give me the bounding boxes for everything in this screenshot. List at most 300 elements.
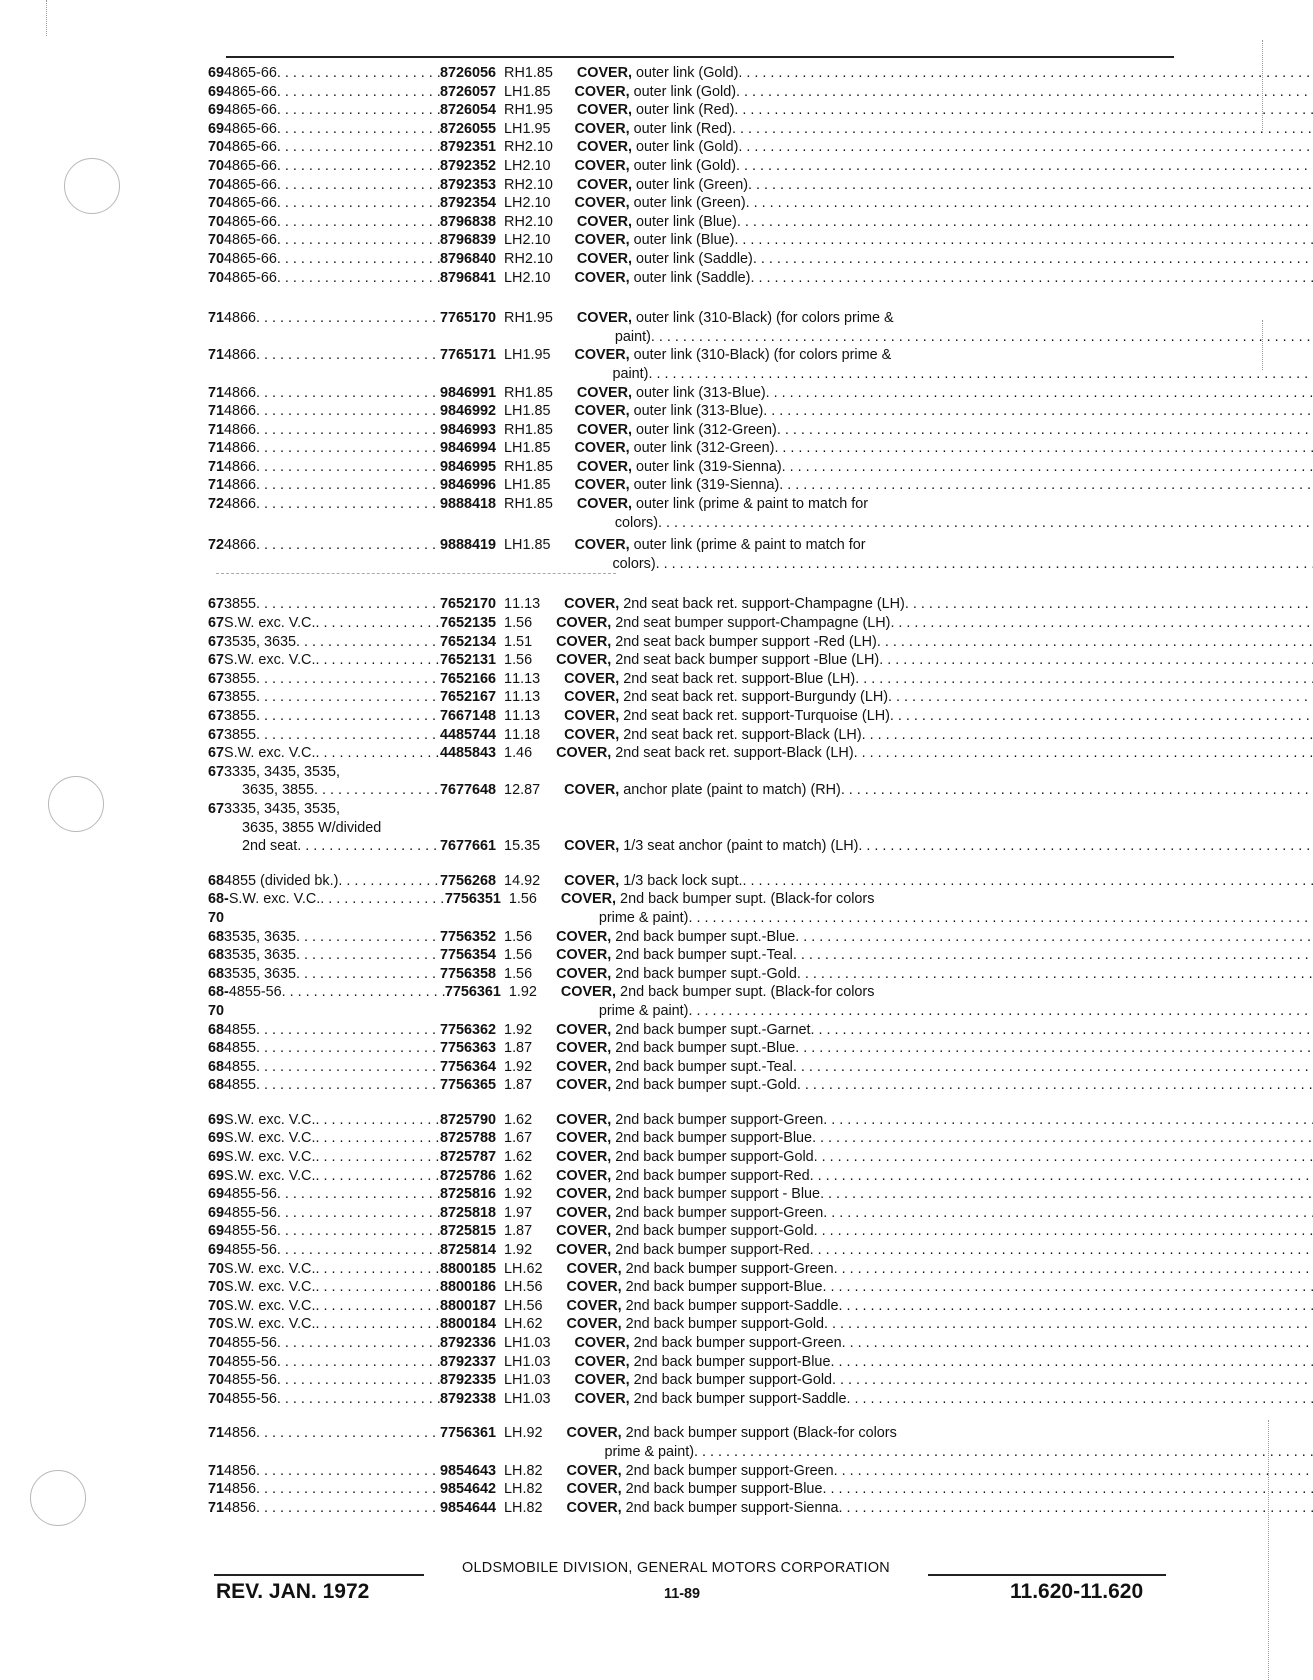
dot-leader	[832, 1371, 1313, 1390]
model-list	[224, 421, 440, 440]
model-year: 68	[208, 1058, 225, 1075]
dot-leader	[763, 402, 1313, 421]
model-list	[224, 157, 440, 176]
price: 1.03	[522, 1372, 551, 1389]
price: 2.10	[524, 139, 553, 156]
model-text: 4865-66	[224, 139, 277, 156]
description	[566, 1499, 1313, 1518]
part-number: 7756364	[440, 1058, 497, 1075]
dot-leader	[694, 1443, 1313, 1462]
model-list	[224, 928, 440, 947]
part-number: 7652170	[440, 596, 497, 613]
model-year: 69	[208, 1167, 225, 1184]
model-list	[224, 495, 440, 514]
dot-leader	[812, 1129, 1313, 1148]
description	[574, 439, 1313, 458]
model-text: 3855	[224, 689, 257, 706]
model-year: 68	[208, 1040, 225, 1057]
model-list	[224, 250, 440, 269]
model-text: 4866	[224, 421, 257, 438]
quantity: 1	[504, 872, 513, 889]
model-year: 68	[208, 1077, 225, 1094]
part-row	[208, 1021, 1176, 1040]
part-number: 9846992	[440, 403, 497, 420]
model-text: S.W. exc. V.C.	[224, 1279, 316, 1296]
model-year: 70	[208, 213, 225, 230]
model-text: 4855	[224, 1077, 257, 1094]
model-list	[224, 1297, 440, 1316]
part-row	[208, 439, 1176, 458]
dot-leader	[296, 946, 440, 965]
price: 2.10	[522, 195, 551, 212]
part-number: 8796838	[440, 213, 497, 230]
price: .56	[522, 1279, 543, 1296]
model-year: 69	[208, 1242, 225, 1259]
binder-hole-top	[64, 158, 120, 214]
model-year: 68	[208, 872, 225, 889]
description-text: COVER, 2nd back bumper support-Saddle	[566, 1297, 839, 1314]
model-year: 70	[208, 1316, 225, 1333]
part-number: 9846995	[440, 458, 497, 475]
dot-leader	[737, 213, 1313, 232]
model-year: 71	[208, 1425, 225, 1442]
model-year: 70	[208, 1353, 225, 1370]
dot-leader	[877, 633, 1313, 652]
model-text: S.W. exc. V.C.	[224, 1111, 316, 1128]
model-list	[224, 1334, 440, 1353]
model-list	[224, 1499, 440, 1518]
model-list	[224, 1241, 440, 1260]
model-text: S.W. exc. V.C.	[224, 652, 316, 669]
description-text: COVER, 2nd back bumper support-Blue	[566, 1279, 823, 1296]
part-row	[208, 1353, 1176, 1372]
part-number: 8725788	[440, 1130, 497, 1147]
model-year: 68	[208, 947, 225, 964]
model-year: 70	[208, 195, 225, 212]
dot-leader	[814, 1148, 1313, 1167]
dot-leader	[732, 120, 1313, 139]
model-year: 69	[208, 1149, 225, 1166]
model-text: 4866	[224, 310, 257, 327]
quantity: 1	[504, 1111, 513, 1128]
price: .56	[512, 947, 533, 964]
description-text: COVER, 2nd back bumper support-Green	[556, 1111, 824, 1128]
quantity: 1	[504, 689, 513, 706]
description	[564, 595, 1313, 614]
row-spacer	[208, 573, 1176, 595]
description	[556, 1129, 1313, 1148]
quantity: LH	[504, 1499, 523, 1516]
part-row	[208, 101, 1176, 120]
model-year: 71	[208, 421, 225, 438]
part-row	[208, 595, 1176, 614]
dot-leader	[277, 1185, 440, 1204]
model-list	[224, 1039, 440, 1058]
description	[574, 231, 1313, 250]
dot-leader	[315, 1297, 440, 1316]
quantity: 1	[504, 1149, 513, 1166]
model-list	[224, 1167, 440, 1186]
description-text: COVER, 2nd back bumper supt.-Gold	[556, 1077, 797, 1094]
description-text: COVER, 2nd back bumper supt.-Teal	[556, 1058, 793, 1075]
part-row	[208, 688, 1176, 707]
quantity: LH	[504, 403, 523, 420]
part-number: 7756268	[440, 872, 497, 889]
description	[556, 651, 1313, 670]
part-number: 9846994	[440, 440, 497, 457]
part-row	[208, 928, 1176, 947]
model-year: 67	[208, 708, 225, 724]
description	[577, 64, 1313, 83]
model-text: 4865-66	[224, 65, 277, 81]
part-number: 7756352	[440, 928, 497, 945]
model-text: 3535, 3635	[224, 965, 297, 982]
description	[566, 1480, 1313, 1499]
model-list	[224, 1278, 440, 1297]
model-text: 2nd seat	[242, 838, 298, 855]
quantity: LH	[504, 1335, 523, 1351]
model-year: 70	[208, 1372, 225, 1389]
price: .62	[522, 1316, 543, 1333]
model-year: 70	[208, 1260, 225, 1277]
model-text: 4865-66	[224, 157, 277, 174]
model-list	[224, 1371, 440, 1390]
model-year: 69	[208, 1204, 225, 1221]
model-list	[224, 1204, 440, 1223]
model-text: 4866	[224, 384, 257, 401]
description	[556, 1111, 1313, 1130]
part-number: 9888419	[440, 537, 497, 554]
description	[574, 1353, 1313, 1372]
price: 1.18	[512, 726, 541, 743]
part-number: 8725787	[440, 1149, 497, 1166]
model-text: 4855-56	[224, 1204, 277, 1221]
model-list	[224, 309, 440, 328]
model-list	[224, 536, 440, 555]
part-number: 8726055	[440, 120, 497, 137]
price: .87	[512, 1040, 533, 1057]
dot-leader	[824, 1315, 1313, 1334]
price: 2.10	[522, 157, 551, 174]
dot-leader	[282, 983, 445, 1002]
dot-leader	[748, 176, 1313, 195]
model-text: S.W. exc. V.C.	[228, 891, 321, 908]
dot-leader	[656, 555, 1313, 574]
description-text: COVER, 2nd back bumper support-Gold	[556, 1223, 814, 1240]
parts-list	[208, 64, 1176, 1517]
dot-leader	[256, 688, 440, 707]
quantity: 1	[504, 1186, 513, 1203]
part-number: 8800187	[440, 1297, 497, 1314]
model-list	[224, 1390, 440, 1409]
model-list	[224, 800, 440, 856]
dot-leader	[315, 744, 440, 763]
description-text: COVER, 2nd back bumper support-Sienna	[566, 1499, 839, 1516]
model-year: 71	[208, 310, 225, 327]
part-row	[208, 176, 1176, 195]
price: .97	[512, 1204, 533, 1221]
model-text: 4855	[224, 1058, 257, 1075]
model-year: 67	[208, 633, 225, 650]
part-number: 8725814	[440, 1242, 497, 1259]
description	[574, 402, 1313, 421]
part-number: 7756365	[440, 1077, 497, 1094]
dot-leader	[810, 1167, 1313, 1186]
dot-leader	[277, 101, 440, 120]
dot-leader	[256, 707, 440, 726]
description	[574, 1390, 1313, 1409]
model-text: 3335, 3435, 3535,	[224, 800, 341, 817]
model-list	[224, 1185, 440, 1204]
model-text: 4856	[224, 1481, 257, 1498]
footer-section-number: 11.620-11.620	[1010, 1580, 1144, 1603]
model-text: 4855-56	[224, 1242, 277, 1259]
dot-leader	[277, 1204, 440, 1223]
dot-leader	[314, 781, 440, 800]
model-year: 69	[208, 1111, 225, 1128]
dot-leader	[256, 1076, 440, 1095]
model-year: 71	[208, 440, 225, 457]
model-year: 69	[208, 1130, 225, 1147]
quantity: 1	[504, 652, 513, 669]
model-text: 4865-66	[224, 232, 277, 249]
model-year: 68	[208, 1021, 225, 1038]
dot-leader	[256, 476, 440, 495]
model-year: 67	[208, 615, 225, 632]
description-text: COVER, outer link (Saddle)	[574, 269, 751, 286]
model-text: 4865-66	[224, 102, 277, 119]
part-row	[208, 1204, 1176, 1223]
price: 2.10	[522, 269, 551, 286]
model-text: S.W. exc. V.C.	[224, 1260, 316, 1277]
part-row	[208, 651, 1176, 670]
dot-leader	[838, 1297, 1313, 1316]
part-row	[208, 872, 1176, 891]
model-year: 70	[208, 139, 225, 156]
model-list	[224, 176, 440, 195]
model-text: 3635, 3855 W/divided	[242, 819, 382, 836]
description-text: COVER, 2nd back bumper support-Blue	[574, 1353, 831, 1370]
model-list	[224, 726, 440, 745]
dot-leader	[277, 250, 440, 269]
binder-hole-bottom	[30, 1470, 86, 1526]
model-year: 70	[208, 176, 225, 193]
price: 1.13	[512, 689, 541, 706]
dot-leader	[277, 269, 440, 288]
model-text: S.W. exc. V.C.	[224, 615, 316, 632]
model-text: 4856	[224, 1499, 257, 1516]
description	[564, 837, 1313, 856]
dot-leader	[277, 213, 440, 232]
dot-leader	[888, 688, 1313, 707]
dot-leader	[277, 138, 440, 157]
footer-rule-right	[928, 1574, 1166, 1576]
price: 1.95	[524, 310, 553, 327]
model-year: 71	[208, 458, 225, 475]
dot-leader	[797, 965, 1313, 984]
model-text: 3535, 3635	[224, 633, 297, 650]
model-year: 70	[208, 1279, 225, 1296]
description	[556, 1167, 1313, 1186]
description-text: COVER, outer link (319-Sienna)	[574, 477, 780, 494]
quantity: RH	[504, 458, 525, 475]
dot-leader	[256, 1021, 440, 1040]
part-number: 8792353	[440, 176, 497, 193]
dot-leader	[830, 1353, 1313, 1372]
price: 1.85	[524, 496, 553, 513]
dot-leader	[256, 1039, 440, 1058]
dot-leader	[862, 726, 1313, 745]
model-list	[224, 384, 440, 403]
quantity: 1	[504, 1040, 513, 1057]
dot-leader	[256, 495, 440, 514]
description-text: COVER, 2nd back bumper supt. (Black-for colors	[560, 984, 875, 1001]
model-text: 4855-56	[224, 1353, 277, 1370]
dot-leader	[277, 176, 440, 195]
dot-leader	[822, 1278, 1313, 1297]
quantity: 1	[508, 891, 517, 908]
part-row	[208, 138, 1176, 157]
price: .82	[522, 1481, 543, 1498]
description-text: COVER, 2nd seat back bumper support -Blue (LH)	[556, 652, 880, 669]
price: 1.85	[522, 83, 551, 100]
part-number: 8725786	[440, 1167, 497, 1184]
part-row	[208, 946, 1176, 965]
dot-leader	[736, 83, 1313, 102]
part-row	[208, 1167, 1176, 1186]
description-text: COVER, outer link (Blue)	[574, 232, 735, 249]
description-text: COVER, 2nd seat bumper support-Champagne (LH)	[556, 615, 891, 632]
part-number: 7765171	[440, 347, 497, 364]
footer-page-number: 11-89	[664, 1586, 701, 1602]
dot-leader	[766, 384, 1313, 403]
description	[566, 1297, 1313, 1316]
part-number: 8796839	[440, 232, 497, 249]
part-row	[208, 346, 1176, 383]
dot-leader	[256, 1424, 440, 1443]
dot-leader	[688, 909, 1313, 928]
part-number: 8792338	[440, 1390, 497, 1407]
dot-leader	[338, 872, 440, 891]
model-list	[224, 1076, 440, 1095]
footer-revision: REV. JAN. 1972	[216, 1580, 370, 1603]
part-row	[208, 1315, 1176, 1334]
model-year: 67	[208, 596, 225, 613]
dot-leader	[256, 402, 440, 421]
quantity: RH	[504, 496, 525, 513]
description-text: prime & paint)	[604, 1443, 695, 1460]
dot-leader	[256, 670, 440, 689]
model-text: 4855-56	[224, 1390, 277, 1407]
model-list	[224, 946, 440, 965]
price: .51	[512, 633, 533, 650]
part-row	[208, 707, 1176, 726]
quantity: 1	[504, 1223, 513, 1240]
dot-leader	[734, 101, 1313, 120]
description	[564, 726, 1313, 745]
quantity: LH	[504, 1316, 523, 1333]
part-number: 7677661	[440, 838, 497, 855]
price: .62	[522, 1260, 543, 1277]
part-row	[208, 309, 1176, 346]
part-row	[208, 800, 1176, 856]
description	[574, 194, 1313, 213]
part-number: 8800186	[440, 1279, 497, 1296]
quantity: 1	[504, 1130, 513, 1147]
model-year: 67	[208, 763, 225, 780]
part-number: 8792351	[440, 139, 497, 156]
description-text: COVER, 2nd back bumper supt. (Black-for colors	[560, 891, 875, 908]
dot-leader	[256, 384, 440, 403]
part-number: 7756358	[440, 965, 497, 982]
part-row	[208, 194, 1176, 213]
dot-leader	[858, 837, 1313, 856]
description-text: COVER, 2nd back bumper support-Blue	[566, 1481, 823, 1498]
dot-leader	[734, 231, 1313, 250]
price: 2.10	[524, 250, 553, 267]
model-text: S.W. exc. V.C.	[224, 745, 316, 762]
model-year: 69	[208, 102, 225, 119]
dot-leader	[890, 614, 1313, 633]
model-list	[224, 595, 440, 614]
model-year: 69	[208, 65, 225, 81]
description-text: COVER, outer link (310-Black) (for colors prime &	[574, 347, 892, 364]
model-text: S.W. exc. V.C.	[224, 1130, 316, 1147]
model-list	[224, 670, 440, 689]
quantity: 1	[504, 1204, 513, 1221]
description	[574, 476, 1313, 495]
model-year: 71	[208, 1481, 225, 1498]
model-list	[224, 763, 440, 800]
quantity: 1	[508, 984, 517, 1001]
description	[556, 1039, 1313, 1058]
description-text: COVER, 2nd back bumper support-Gold	[556, 1149, 814, 1166]
model-list	[224, 965, 440, 984]
model-year: 67	[208, 726, 225, 743]
quantity: LH	[504, 1353, 523, 1370]
dot-leader	[795, 1039, 1313, 1058]
model-year: 70	[208, 1390, 225, 1407]
dot-leader	[315, 1111, 440, 1130]
quantity: LH	[504, 1462, 523, 1479]
dot-leader	[846, 1390, 1313, 1409]
model-text: 3855	[224, 726, 257, 743]
price: .92	[512, 1021, 533, 1038]
part-row	[208, 670, 1176, 689]
description	[556, 1204, 1313, 1223]
dot-leader	[842, 1334, 1313, 1353]
dot-leader	[315, 614, 440, 633]
quantity: LH	[504, 440, 523, 457]
part-row	[208, 1278, 1176, 1297]
quantity: 1	[504, 838, 513, 855]
price: 1.85	[522, 477, 551, 494]
model-year: 68-70	[208, 984, 229, 1019]
part-row	[208, 726, 1176, 745]
model-list	[224, 1111, 440, 1130]
price: .92	[512, 1058, 533, 1075]
dot-leader	[296, 633, 440, 652]
price: .56	[512, 965, 533, 982]
row-spacer	[208, 1095, 1176, 1111]
part-number: 9846991	[440, 384, 497, 401]
description-text: paint)	[614, 328, 651, 345]
part-row	[208, 269, 1176, 288]
quantity: LH	[504, 157, 523, 174]
description	[556, 744, 1313, 763]
dot-leader	[277, 1241, 440, 1260]
model-text: 4855-56	[228, 984, 282, 1001]
